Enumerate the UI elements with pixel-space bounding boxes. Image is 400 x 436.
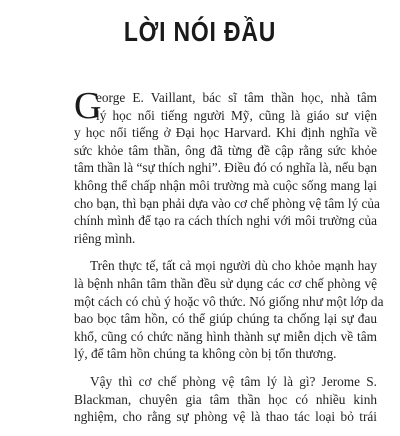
paragraph-2 [74,257,384,363]
text-line: một cách có chủ ý hoặc vô thức. Nó giống như một lớp da [74,293,384,309]
text-line: cho bạn, thì bạn phải dựa vào cơ chế phòng vệ tâm lý của [74,195,380,211]
text-line: chính mình để tạo ra cách thích nghi với môi trường của [74,213,377,229]
text-line: Blackman, chuyên gia tâm thần học có nhiều kinh [74,391,377,407]
text-line: lý học nổi tiếng người Mỹ, cũng là giáo sư viện [96,107,377,123]
text-line: tâm thần là “sự thích nghi”. Điều đó có nghĩa là, nếu bạn [74,160,377,176]
text-line: khổ, cũng có chức năng hình thành sự miễn dịch về tâm [74,328,377,344]
text-line: y học nổi tiếng ở Đại học Harvard. Khi định nghĩa về [74,125,377,141]
paragraph-1 [74,85,380,247]
text-line: bao bọc tâm hồn, có thể giúp chúng ta chống lại sự đau [74,311,377,327]
chapter-title: LỜI NÓI ĐẦU [123,16,277,47]
text-line: không thể chấp nhận môi trường mà cuộc sống mang lại [74,177,377,193]
text-line: riêng mình. [74,230,136,246]
text-line: Trên thực tế, tất cả mọi người dù cho khỏe mạnh hay [90,258,377,274]
drop-cap: G [74,85,102,127]
text-line: sức khỏe tâm thần, ông đã từng đề cập rằng sức khỏe [74,142,377,158]
paragraph-3 [74,373,377,426]
text-line: Vậy thì cơ chế phòng vệ tâm lý là gì? Jerome S. [90,373,377,389]
text-line: nghiệm, cho rằng sự phòng vệ là thao tác loại bỏ trái [74,409,377,425]
text-line: là bệnh nhân tâm thần đều sử dụng các cơ chế phòng vệ [74,275,377,291]
text-line: eorge E. Vaillant, bác sĩ tâm thần học, nhà tâm [96,90,377,105]
text-line: lý, để tâm hồn chúng ta không còn bị tổn thương. [74,346,337,362]
page-body [74,85,384,436]
